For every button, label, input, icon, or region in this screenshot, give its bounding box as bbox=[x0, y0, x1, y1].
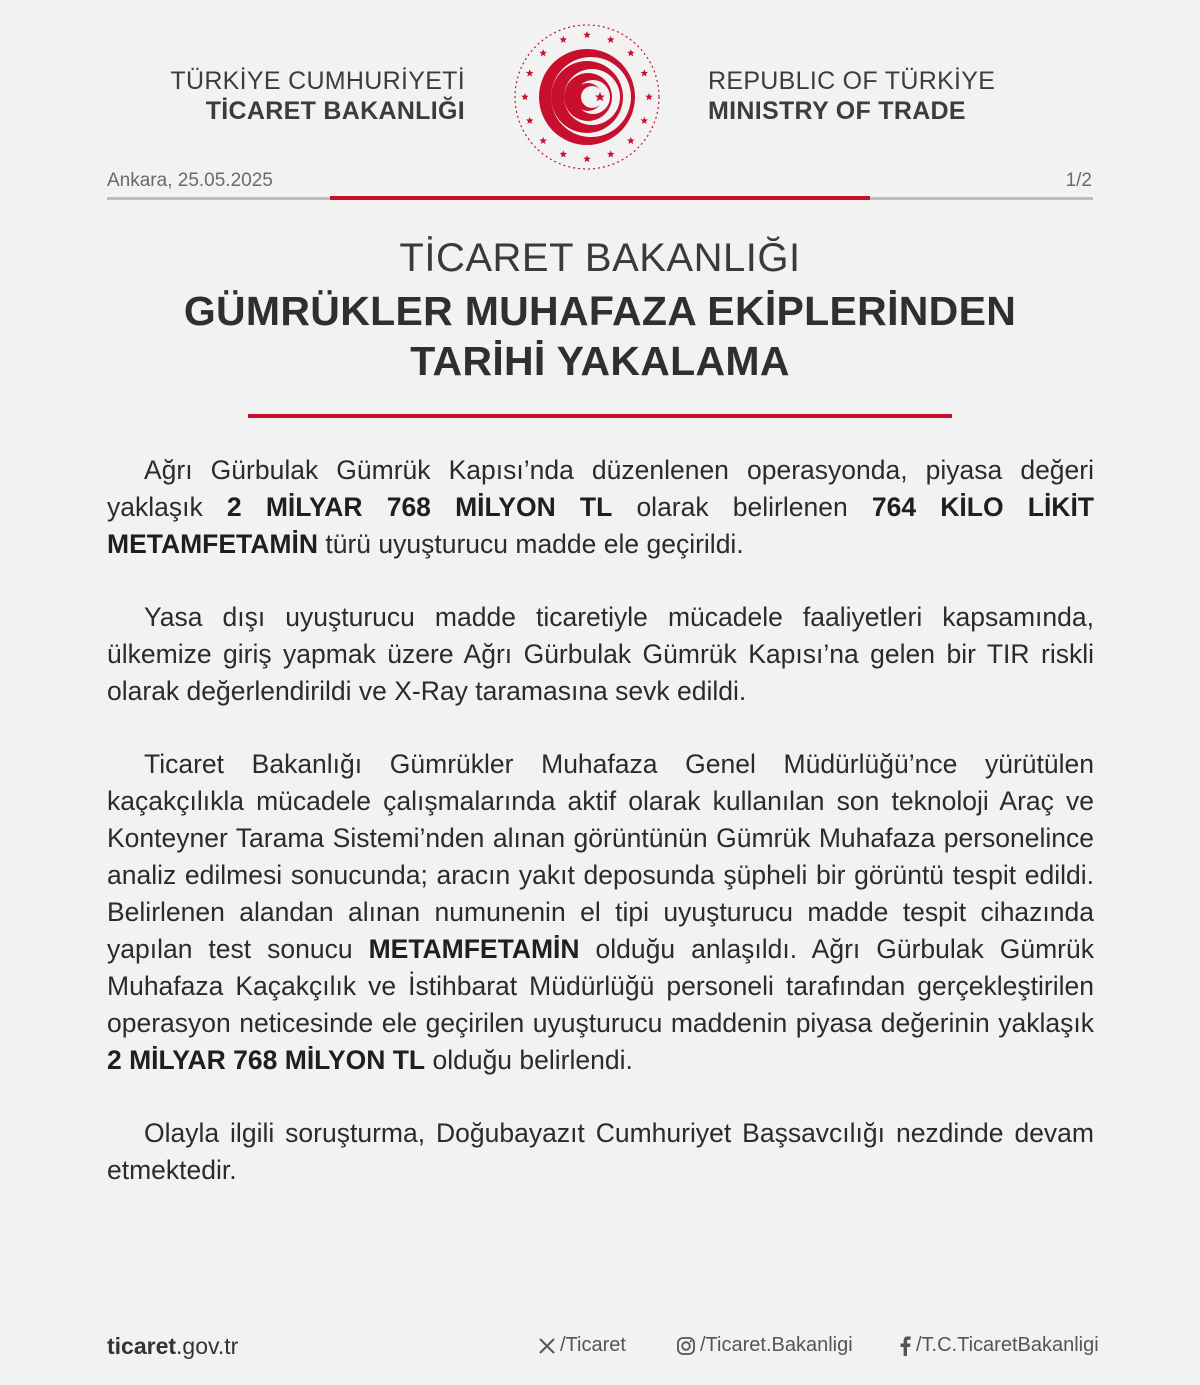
paragraph-2 bbox=[107, 599, 1094, 710]
facebook-icon bbox=[898, 1336, 912, 1356]
body-text: olduğu anlaşıldı. Ağrı Gürbulak Gümrük Muhafaza Kaçakçılık ve İstihbarat Müdürlüğü personeli tarafından gerçekleştirilen operasyon neticesinde ele geçirilen uyuşturucu maddenin piyasa değerinin yaklaşık bbox=[107, 934, 1094, 1038]
x-link[interactable] bbox=[538, 1334, 626, 1357]
body-text: türü uyuşturucu madde ele geçirildi. bbox=[317, 529, 744, 559]
emphasis-text: 2 MİLYAR 768 MİLYON TL bbox=[107, 1045, 426, 1075]
body-text: Yasa dışı uyuşturucu madde ticaretiyle mücadele faaliyetleri kapsamında, ülkemize giriş yapmak üzere Ağrı Gürbulak Gümrük Kapısı’na gelen bir TIR riskli olarak değerlendirildi ve X-Ray taramasına sevk edildi. bbox=[107, 602, 1094, 706]
emphasis-text: 764 KİLO LİKİT METAMFETAMİN bbox=[107, 492, 1094, 559]
facebook-link[interactable] bbox=[898, 1334, 1099, 1357]
body-text: olduğu belirlendi. bbox=[425, 1045, 633, 1075]
header-left-line2: TİCARET BAKANLIĞI bbox=[205, 97, 465, 125]
ministry-emblem-icon bbox=[512, 22, 662, 172]
facebook-handle: /T.C.TicaretBakanligi bbox=[916, 1334, 1099, 1356]
body-text: Olayla ilgili soruşturma, Doğubayazıt Cumhuriyet Başsavcılığı nezdinde devam etmektedir. bbox=[107, 1118, 1094, 1185]
x-handle: /Ticaret bbox=[560, 1334, 626, 1356]
x-icon bbox=[538, 1337, 556, 1355]
instagram-handle: /Ticaret.Bakanligi bbox=[700, 1334, 853, 1356]
header-accent-divider bbox=[330, 196, 870, 200]
instagram-icon bbox=[676, 1336, 696, 1356]
header-right-line1: REPUBLIC OF TÜRKİYE bbox=[708, 67, 996, 95]
title-ministry: TİCARET BAKANLIĞI bbox=[399, 236, 801, 280]
body-text: olarak belirlenen bbox=[612, 492, 872, 522]
page-number: 1/2 bbox=[1065, 170, 1092, 191]
place-date: Ankara, 25.05.2025 bbox=[107, 170, 273, 191]
paragraph-4 bbox=[107, 1115, 1094, 1189]
paragraph-3 bbox=[107, 746, 1094, 1079]
header-left-text bbox=[140, 66, 465, 126]
website-name: ticaret bbox=[107, 1333, 177, 1359]
website-link[interactable] bbox=[107, 1333, 238, 1360]
header-left-line1: TÜRKİYE CUMHURİYETİ bbox=[170, 67, 465, 95]
headline-line1: GÜMRÜKLER MUHAFAZA EKİPLERİNDEN bbox=[183, 288, 1017, 334]
body-text: Ağrı Gürbulak Gümrük Kapısı’nda düzenlenen operasyonda, piyasa değeri yaklaşık bbox=[107, 455, 1094, 522]
body-text: Ticaret Bakanlığı Gümrükler Muhafaza Genel Müdürlüğü’nce yürütülen kaçakçılıkla mücadele çalışmalarında aktif olarak kullanılan son teknoloji Araç ve Konteyner Tarama Sistemi’nden alınan görüntünün Gümrük Muhafaza personelince analiz edilmesi sonucunda; aracın yakıt deposunda şüpheli bir görüntü tespit edildi. Belirlenen alandan alınan numunenin el tipi uyuşturucu madde tespit cihazında yapılan test sonucu bbox=[107, 749, 1094, 964]
title-divider bbox=[248, 414, 952, 418]
emphasis-text: METAMFETAMİN bbox=[368, 934, 580, 964]
headline-line2: TARİHİ YAKALAMA bbox=[410, 338, 790, 384]
title-block bbox=[0, 230, 1200, 386]
header-right-line2: MINISTRY OF TRADE bbox=[708, 97, 966, 125]
header-right-text bbox=[708, 66, 1008, 126]
instagram-link[interactable] bbox=[676, 1334, 853, 1357]
emphasis-text: 2 MİLYAR 768 MİLYON TL bbox=[226, 492, 613, 522]
website-domain: .gov.tr bbox=[176, 1333, 239, 1359]
press-release-body bbox=[107, 452, 1094, 1225]
paragraph-1 bbox=[107, 452, 1094, 563]
